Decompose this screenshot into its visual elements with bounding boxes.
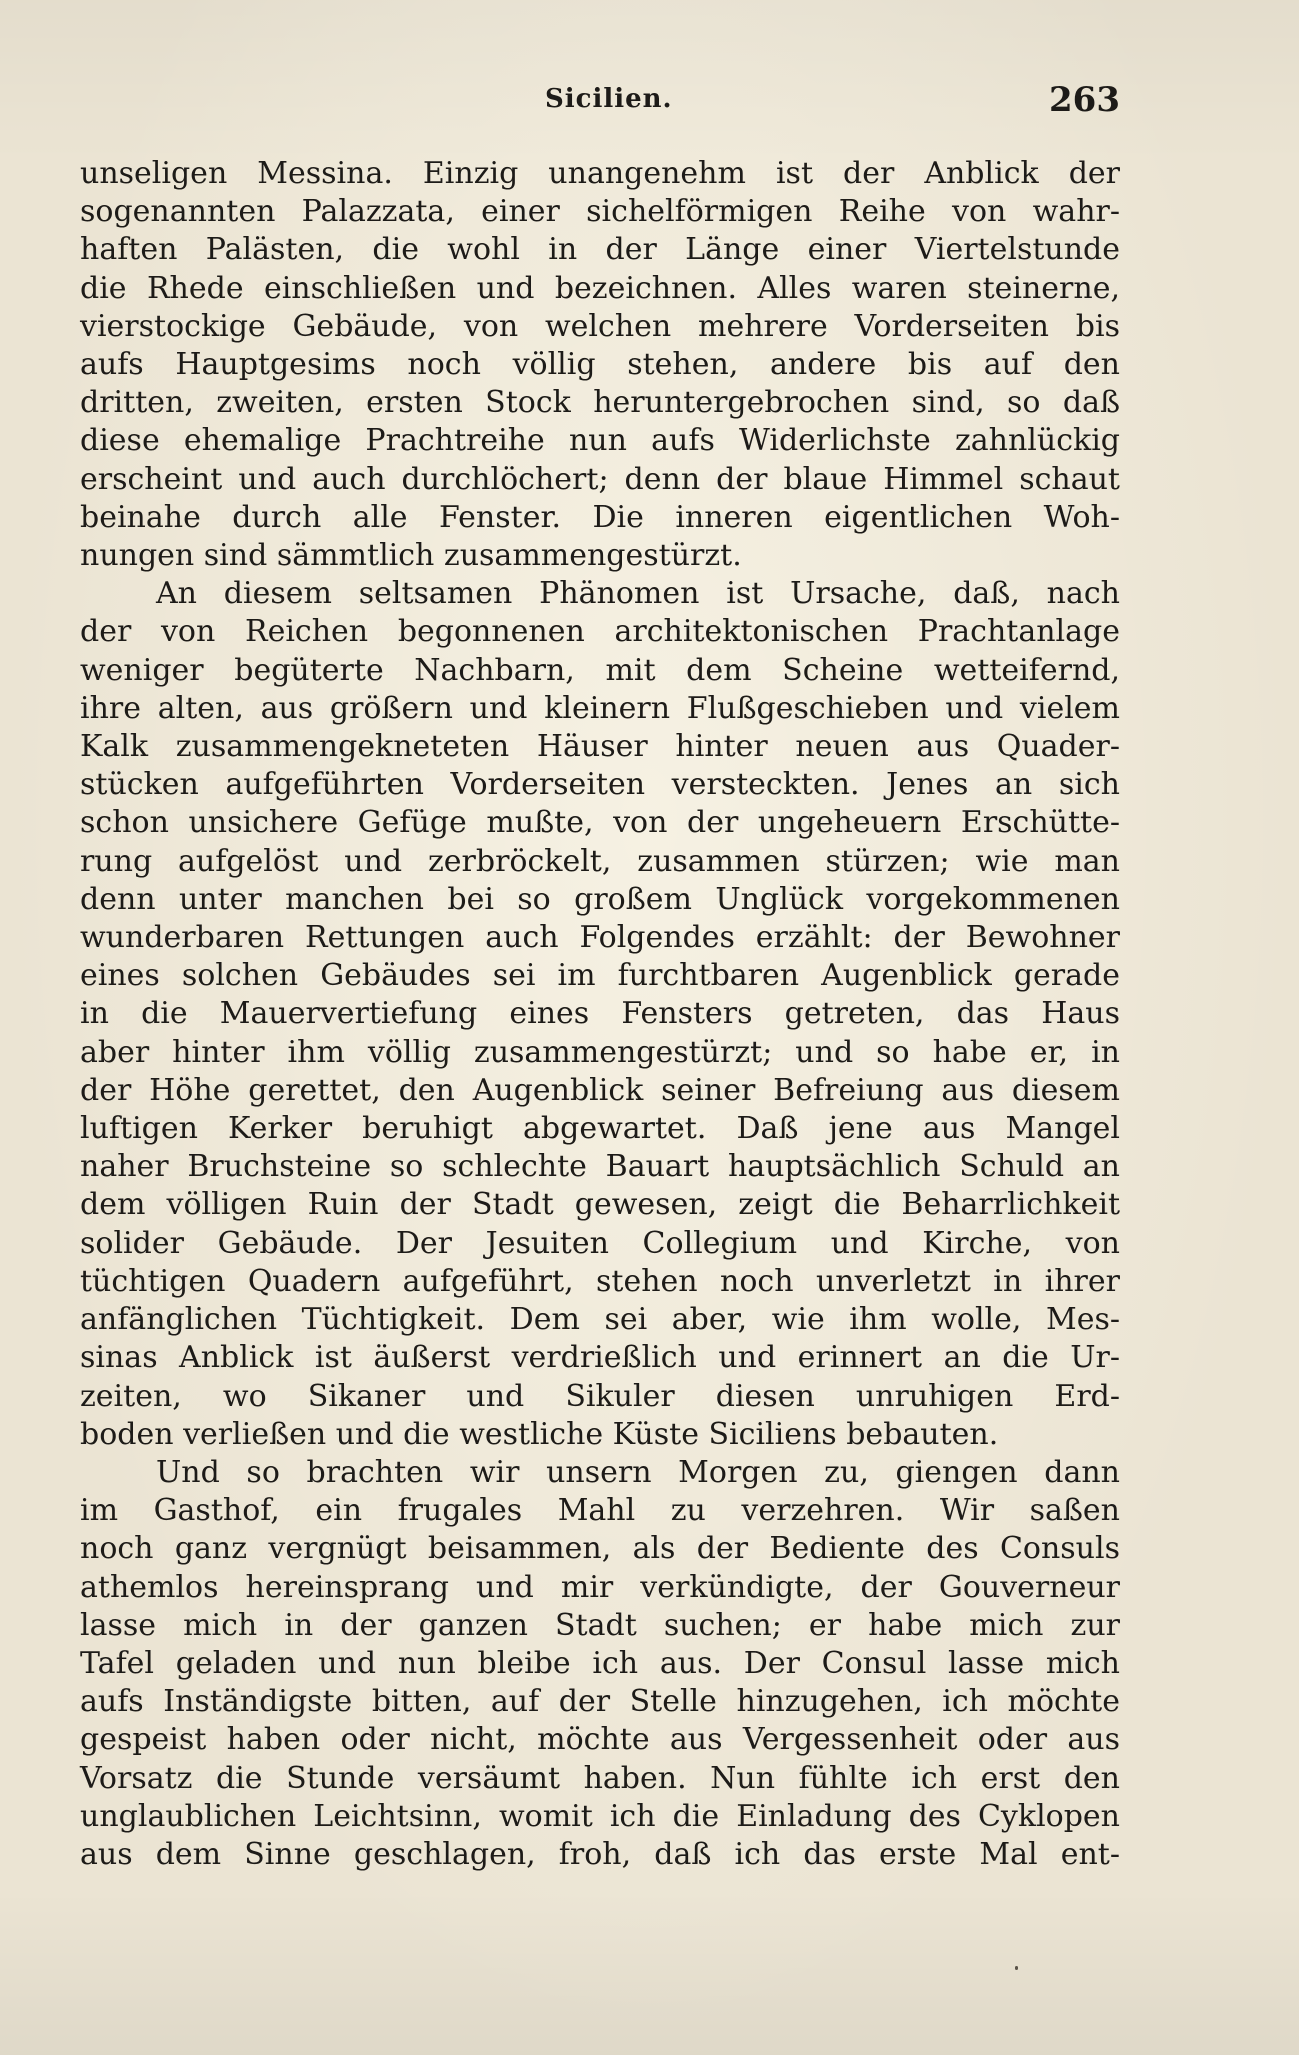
- text-line: aber hinter ihm völlig zusammengestürzt; und so habe er, in: [80, 1034, 1120, 1070]
- text-line: dritten, zweiten, ersten Stock heruntergebrochen sind, so daß: [80, 385, 1120, 421]
- text-line: Vorsatz die Stunde versäumt haben. Nun fühlte ich erst den: [80, 1760, 1120, 1796]
- paragraph-3: [80, 1454, 1120, 1874]
- text-line: stücken aufgeführten Vorderseiten versteckten. Jenes an sich: [80, 767, 1120, 803]
- text-line: wunderbaren Rettungen auch Folgendes erzählt: der Bewohner: [80, 920, 1120, 956]
- paper-speck: [1015, 1966, 1018, 1970]
- text-line: eines solchen Gebäudes sei im furchtbaren Augenblick gerade: [80, 958, 1120, 994]
- text-line: athemlos hereinsprang und mir verkündigte, der Gouverneur: [80, 1569, 1120, 1605]
- text-line: aus dem Sinne geschlagen, froh, daß ich das erste Mal ent-: [80, 1836, 1120, 1872]
- text-line: zeiten, wo Sikaner und Sikuler diesen unruhigen Erd-: [80, 1378, 1120, 1414]
- text-line: unglaublichen Leichtsinn, womit ich die Einladung des Cyklopen: [80, 1798, 1120, 1834]
- text-line: boden verließen und die westliche Küste Siciliens bebauten.: [80, 1416, 999, 1452]
- text-line: unseligen Messina. Einzig unangenehm ist der Anblick der: [80, 156, 1120, 191]
- text-line: Und so brachten wir unsern Morgen zu, giengen dann: [156, 1454, 1120, 1490]
- page-header: [80, 80, 1120, 124]
- text-line: ihre alten, aus größern und kleinern Flußgeschieben und vielem: [80, 690, 1120, 726]
- text-line: Kalk zusammengekneteten Häuser hinter neuen aus Quader-: [80, 729, 1120, 765]
- text-line: vierstockige Gebäude, von welchen mehrere Vorderseiten bis: [80, 308, 1120, 344]
- text-line: schon unsichere Gefüge mußte, von der ungeheuern Erschütte-: [80, 805, 1120, 841]
- text-line: solider Gebäude. Der Jesuiten Collegium und Kirche, von: [80, 1225, 1120, 1261]
- text-line: lasse mich in der ganzen Stadt suchen; er habe mich zur: [80, 1607, 1120, 1643]
- text-line: diese ehemalige Prachtreihe nun aufs Widerlichste zahnlückig: [80, 423, 1120, 459]
- body-text: [80, 155, 1120, 1874]
- text-line: haften Palästen, die wohl in der Länge einer Viertelstunde: [80, 232, 1120, 268]
- text-line: erscheint und auch durchlöchert; denn der blaue Himmel schaut: [80, 461, 1120, 497]
- text-line: aufs Hauptgesims noch völlig stehen, andere bis auf den: [80, 347, 1120, 383]
- text-line: noch ganz vergnügt beisammen, als der Bediente des Consuls: [80, 1531, 1120, 1567]
- page-number: 263: [1049, 80, 1120, 120]
- text-line: aufs Inständigste bitten, auf der Stelle hinzugehen, ich möchte: [80, 1684, 1120, 1720]
- text-line: An diesem seltsamen Phänomen ist Ursache, daß, nach: [156, 576, 1120, 612]
- text-line: tüchtigen Quadern aufgeführt, stehen noch unverletzt in ihrer: [80, 1263, 1120, 1299]
- paragraph-1: [80, 155, 1120, 575]
- text-line: Tafel geladen und nun bleibe ich aus. Der Consul lasse mich: [80, 1645, 1120, 1681]
- text-line: gespeist haben oder nicht, möchte aus Vergessenheit oder aus: [80, 1722, 1120, 1758]
- text-line: weniger begüterte Nachbarn, mit dem Scheine wetteifernd,: [80, 652, 1120, 688]
- text-line: sogenannten Palazzata, einer sichelförmigen Reihe von wahr-: [80, 194, 1120, 230]
- paragraph-2: [80, 575, 1120, 1454]
- text-line: nungen sind sämmtlich zusammengestürzt.: [80, 538, 742, 574]
- text-line: dem völligen Ruin der Stadt gewesen, zeigt die Beharrlichkeit: [80, 1187, 1120, 1223]
- text-line: in die Mauervertiefung eines Fensters getreten, das Haus: [80, 996, 1120, 1032]
- text-line: denn unter manchen bei so großem Unglück vorgekommenen: [80, 881, 1120, 917]
- running-head: Sicilien.: [545, 84, 673, 114]
- text-line: anfänglichen Tüchtigkeit. Dem sei aber, wie ihm wolle, Mes-: [80, 1302, 1120, 1338]
- text-line: rung aufgelöst und zerbröckelt, zusammen stürzen; wie man: [80, 843, 1120, 879]
- text-line: sinas Anblick ist äußerst verdrießlich und erinnert an die Ur-: [80, 1340, 1120, 1376]
- text-line: der Höhe gerettet, den Augenblick seiner Befreiung aus diesem: [80, 1072, 1120, 1108]
- text-line: die Rhede einschließen und bezeichnen. Alles waren steinerne,: [80, 270, 1120, 306]
- text-line: beinahe durch alle Fenster. Die inneren eigentlichen Woh-: [80, 499, 1120, 535]
- text-line: luftigen Kerker beruhigt abgewartet. Daß jene aus Mangel: [80, 1111, 1120, 1147]
- text-line: im Gasthof, ein frugales Mahl zu verzehren. Wir saßen: [80, 1493, 1120, 1529]
- text-line: der von Reichen begonnenen architektonischen Prachtanlage: [80, 614, 1120, 650]
- text-line: naher Bruchsteine so schlechte Bauart hauptsächlich Schuld an: [80, 1149, 1120, 1185]
